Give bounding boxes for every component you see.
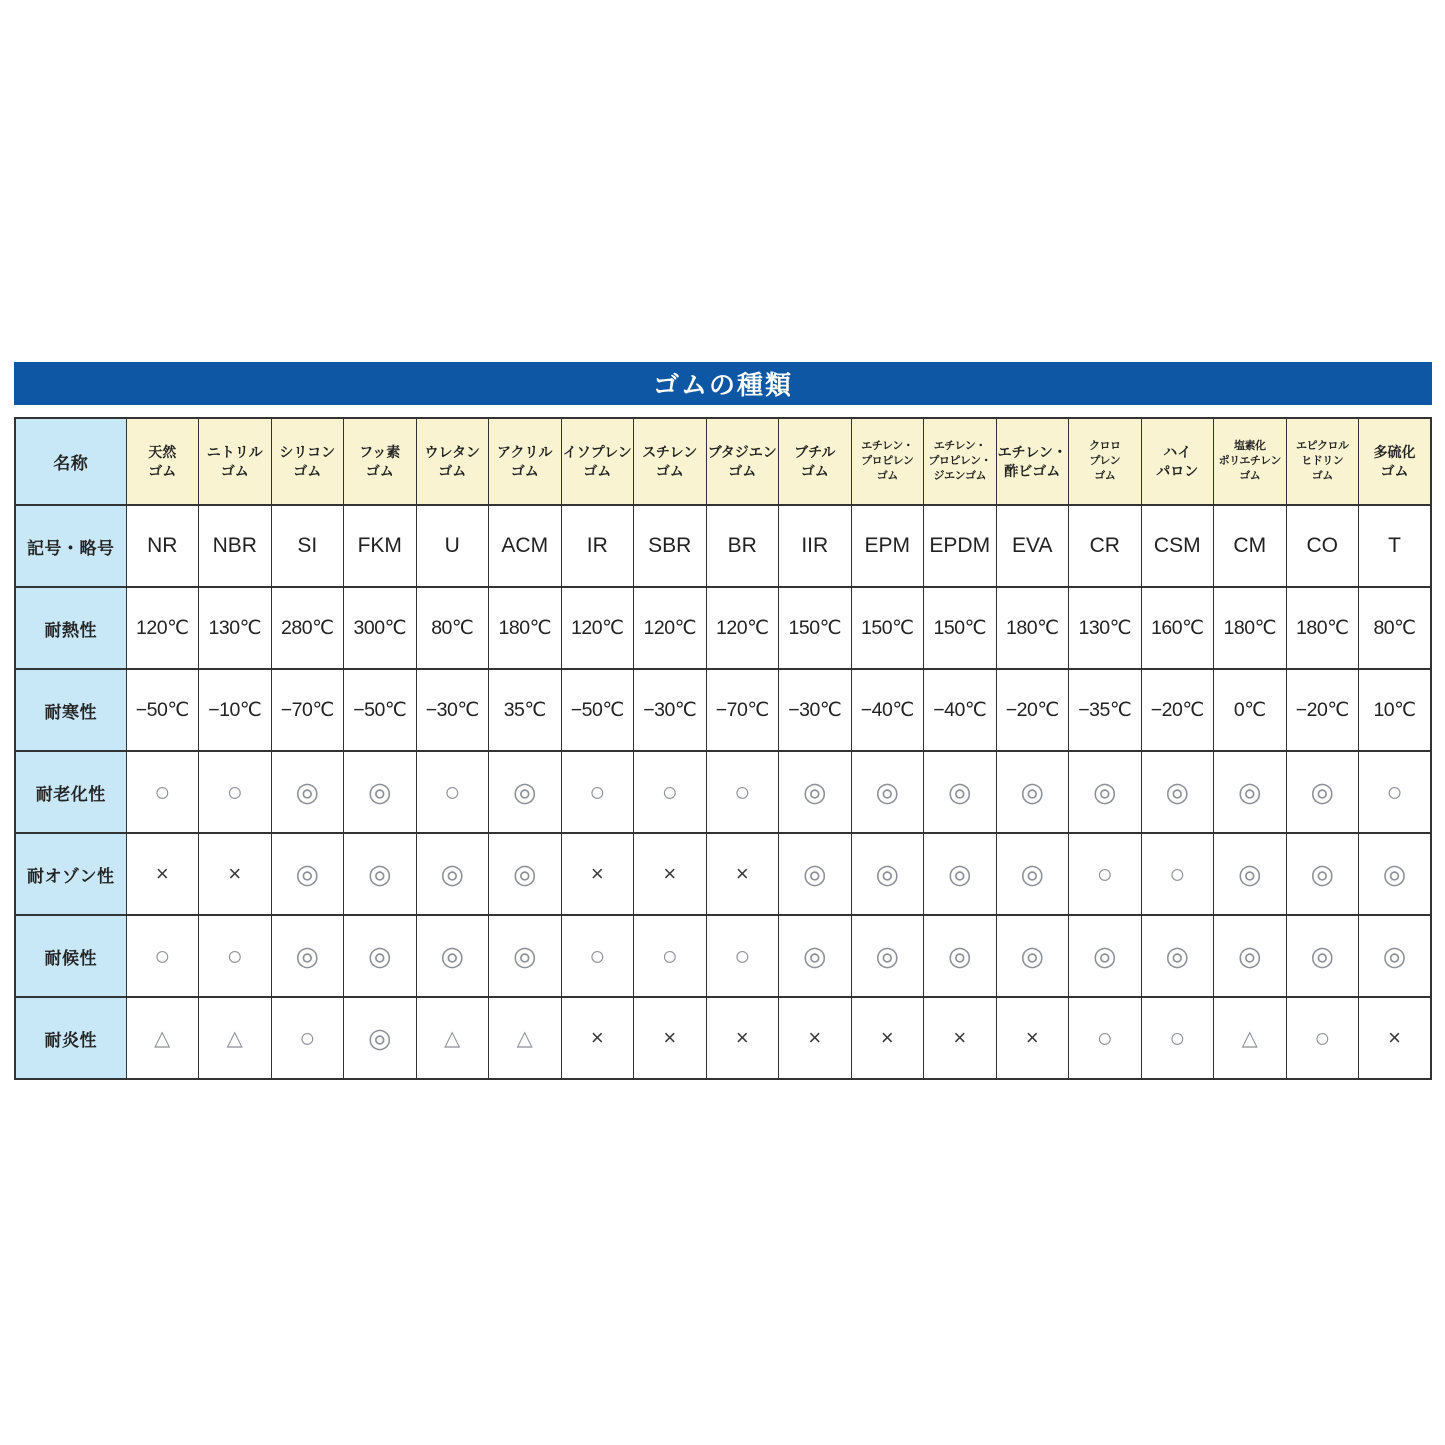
cell-cold-CM: 0℃ (1214, 669, 1287, 751)
column-header-CM (1214, 418, 1287, 505)
cell-flame-NR: △ (126, 997, 199, 1079)
cell-cold-CO: −20℃ (1286, 669, 1359, 751)
cell-ozone-EPM: ◎ (851, 833, 924, 915)
table-row-heat (15, 587, 1431, 669)
cell-heat-EPDM: 150℃ (924, 587, 997, 669)
cell-weather-FKM: ◎ (344, 915, 417, 997)
cell-code-CSM: CSM (1141, 505, 1214, 587)
row-label-aging: 耐老化性 (15, 751, 126, 833)
column-header-EPDM (924, 418, 997, 505)
cell-ozone-NBR: × (199, 833, 272, 915)
table-row-cold (15, 669, 1431, 751)
column-header-line: パロン (1156, 462, 1199, 479)
table-row-ozone (15, 833, 1431, 915)
column-header-line: アクリル (496, 444, 553, 461)
cell-code-IIR: IIR (779, 505, 852, 587)
column-header-line: フッ素 (359, 444, 401, 461)
column-header-CR (1069, 418, 1142, 505)
cell-aging-CSM: ◎ (1141, 751, 1214, 833)
cell-flame-ACM: △ (489, 997, 562, 1079)
cell-ozone-T: ◎ (1359, 833, 1432, 915)
column-header-line: 塩素化 (1234, 440, 1266, 453)
cell-flame-IIR: × (779, 997, 852, 1079)
column-header-line: イソプレン (562, 444, 632, 461)
cell-weather-BR: ○ (706, 915, 779, 997)
cell-aging-IIR: ◎ (779, 751, 852, 833)
cell-heat-ACM: 180℃ (489, 587, 562, 669)
cell-flame-NBR: △ (199, 997, 272, 1079)
column-header-line: ヒドリン (1301, 455, 1344, 468)
cell-aging-SI: ◎ (271, 751, 344, 833)
column-header-line: クロロ (1089, 440, 1121, 453)
cell-weather-CSM: ◎ (1141, 915, 1214, 997)
cell-ozone-CO: ◎ (1286, 833, 1359, 915)
column-header-line: ゴム (1094, 469, 1116, 482)
cell-heat-NR: 120℃ (126, 587, 199, 669)
cell-cold-IIR: −30℃ (779, 669, 852, 751)
cell-code-NR: NR (126, 505, 199, 587)
cell-ozone-CR: ○ (1069, 833, 1142, 915)
column-header-EVA (996, 418, 1069, 505)
cell-flame-IR: × (561, 997, 634, 1079)
column-header-line: プロピレン (861, 455, 914, 468)
column-header-NBR (199, 418, 272, 505)
cell-weather-EPDM: ◎ (924, 915, 997, 997)
cell-code-IR: IR (561, 505, 634, 587)
cell-heat-CM: 180℃ (1214, 587, 1287, 669)
cell-ozone-IR: × (561, 833, 634, 915)
cell-cold-IR: −50℃ (561, 669, 634, 751)
cell-code-ACM: ACM (489, 505, 562, 587)
cell-aging-T: ○ (1359, 751, 1432, 833)
column-header-CSM (1141, 418, 1214, 505)
cell-cold-CSM: −20℃ (1141, 669, 1214, 751)
cell-code-CM: CM (1214, 505, 1287, 587)
column-header-line: ジエンゴム (933, 469, 986, 482)
cell-cold-BR: −70℃ (706, 669, 779, 751)
table-row-name (15, 418, 1431, 505)
cell-flame-CSM: ○ (1141, 997, 1214, 1079)
cell-ozone-CM: ◎ (1214, 833, 1287, 915)
rubber-types-table (14, 417, 1432, 1080)
cell-code-EPM: EPM (851, 505, 924, 587)
cell-ozone-FKM: ◎ (344, 833, 417, 915)
cell-code-EPDM: EPDM (924, 505, 997, 587)
cell-weather-CR: ◎ (1069, 915, 1142, 997)
cell-aging-NR: ○ (126, 751, 199, 833)
cell-code-T: T (1359, 505, 1432, 587)
cell-heat-U: 80℃ (416, 587, 489, 669)
cell-code-FKM: FKM (344, 505, 417, 587)
cell-heat-CSM: 160℃ (1141, 587, 1214, 669)
cell-heat-NBR: 130℃ (199, 587, 272, 669)
cell-heat-SI: 280℃ (271, 587, 344, 669)
cell-heat-T: 80℃ (1359, 587, 1432, 669)
cell-aging-CR: ◎ (1069, 751, 1142, 833)
column-header-ACM (489, 418, 562, 505)
cell-weather-U: ◎ (416, 915, 489, 997)
cell-aging-EVA: ◎ (996, 751, 1069, 833)
cell-cold-EVA: −20℃ (996, 669, 1069, 751)
column-header-line: 天然 (148, 444, 177, 461)
column-header-line: エチレン・ (933, 440, 986, 453)
column-header-IIR (779, 418, 852, 505)
column-header-SBR (634, 418, 707, 505)
rubber-types-document (14, 362, 1432, 1080)
cell-weather-SBR: ○ (634, 915, 707, 997)
column-header-line: ゴム (800, 462, 829, 479)
column-header-line: ゴム (655, 462, 684, 479)
cell-aging-ACM: ◎ (489, 751, 562, 833)
column-header-IR (561, 418, 634, 505)
cell-weather-IIR: ◎ (779, 915, 852, 997)
row-label-code: 記号・略号 (15, 505, 126, 587)
cell-heat-SBR: 120℃ (634, 587, 707, 669)
cell-weather-ACM: ◎ (489, 915, 562, 997)
column-header-line: ニトリル (206, 444, 263, 461)
cell-flame-BR: × (706, 997, 779, 1079)
cell-flame-EPM: × (851, 997, 924, 1079)
cell-aging-FKM: ◎ (344, 751, 417, 833)
cell-weather-EVA: ◎ (996, 915, 1069, 997)
column-header-line: ウレタン (424, 444, 480, 461)
column-header-line: ゴム (728, 462, 757, 479)
column-header-line: ポリエチレン (1218, 455, 1281, 468)
cell-cold-CR: −35℃ (1069, 669, 1142, 751)
cell-cold-ACM: 35℃ (489, 669, 562, 751)
column-header-line: 多硫化 (1373, 444, 1416, 461)
cell-flame-FKM: ◎ (344, 997, 417, 1079)
cell-weather-NBR: ○ (199, 915, 272, 997)
cell-ozone-BR: × (706, 833, 779, 915)
cell-ozone-IIR: ◎ (779, 833, 852, 915)
cell-heat-CR: 130℃ (1069, 587, 1142, 669)
row-label-flame: 耐炎性 (15, 997, 126, 1079)
cell-ozone-CSM: ○ (1141, 833, 1214, 915)
cell-code-BR: BR (706, 505, 779, 587)
cell-flame-CO: ○ (1286, 997, 1359, 1079)
column-header-U (416, 418, 489, 505)
cell-aging-CM: ◎ (1214, 751, 1287, 833)
cell-aging-EPDM: ◎ (924, 751, 997, 833)
column-header-line: ブチル (794, 444, 836, 461)
cell-cold-NR: −50℃ (126, 669, 199, 751)
cell-weather-EPM: ◎ (851, 915, 924, 997)
cell-aging-EPM: ◎ (851, 751, 924, 833)
cell-aging-IR: ○ (561, 751, 634, 833)
cell-code-NBR: NBR (199, 505, 272, 587)
table-title: ゴムの種類 (652, 370, 793, 400)
cell-ozone-SI: ◎ (271, 833, 344, 915)
column-header-line: ゴム (510, 462, 539, 479)
column-header-SI (271, 418, 344, 505)
cell-aging-NBR: ○ (199, 751, 272, 833)
cell-cold-EPM: −40℃ (851, 669, 924, 751)
column-header-line: ブタジエン (707, 444, 777, 461)
column-header-EPM (851, 418, 924, 505)
cell-flame-U: △ (416, 997, 489, 1079)
cell-ozone-EVA: ◎ (996, 833, 1069, 915)
cell-flame-T: × (1359, 997, 1432, 1079)
cell-ozone-NR: × (126, 833, 199, 915)
cell-flame-CM: △ (1214, 997, 1287, 1079)
cell-code-SI: SI (271, 505, 344, 587)
cell-heat-IIR: 150℃ (779, 587, 852, 669)
column-header-line: ゴム (876, 469, 898, 482)
cell-ozone-EPDM: ◎ (924, 833, 997, 915)
column-header-line: プレン (1089, 455, 1121, 468)
row-label-ozone: 耐オゾン性 (15, 833, 126, 915)
cell-code-CR: CR (1069, 505, 1142, 587)
row-label-cold: 耐寒性 (15, 669, 126, 751)
column-header-T (1359, 418, 1432, 505)
column-header-line: ゴム (1311, 469, 1333, 482)
cell-cold-FKM: −50℃ (344, 669, 417, 751)
cell-weather-SI: ◎ (271, 915, 344, 997)
row-label-weather: 耐候性 (15, 915, 126, 997)
cell-weather-CO: ◎ (1286, 915, 1359, 997)
column-header-line: ゴム (293, 462, 322, 479)
cell-heat-CO: 180℃ (1286, 587, 1359, 669)
column-header-BR (706, 418, 779, 505)
column-header-NR (126, 418, 199, 505)
column-header-line: シリコン (279, 444, 336, 461)
cell-code-CO: CO (1286, 505, 1359, 587)
column-header-line: ゴム (148, 462, 177, 479)
table-title-bar (14, 362, 1432, 405)
cell-ozone-U: ◎ (416, 833, 489, 915)
cell-cold-T: 10℃ (1359, 669, 1432, 751)
cell-flame-EVA: × (996, 997, 1069, 1079)
column-header-line: ゴム (1239, 469, 1261, 482)
row-label-heat: 耐熱性 (15, 587, 126, 669)
table-row-code (15, 505, 1431, 587)
cell-flame-EPDM: × (924, 997, 997, 1079)
cell-cold-SI: −70℃ (271, 669, 344, 751)
cell-code-EVA: EVA (996, 505, 1069, 587)
cell-weather-IR: ○ (561, 915, 634, 997)
column-header-line: ゴム (365, 462, 394, 479)
column-header-line: ゴム (220, 462, 249, 479)
cell-flame-SBR: × (634, 997, 707, 1079)
column-header-FKM (344, 418, 417, 505)
cell-cold-EPDM: −40℃ (924, 669, 997, 751)
cell-ozone-SBR: × (634, 833, 707, 915)
cell-code-U: U (416, 505, 489, 587)
cell-aging-U: ○ (416, 751, 489, 833)
column-header-line: エチレン・ (997, 444, 1067, 461)
cell-cold-U: −30℃ (416, 669, 489, 751)
cell-heat-EPM: 150℃ (851, 587, 924, 669)
cell-heat-FKM: 300℃ (344, 587, 417, 669)
column-header-CO (1286, 418, 1359, 505)
table-row-flame (15, 997, 1431, 1079)
cell-aging-CO: ◎ (1286, 751, 1359, 833)
cell-heat-IR: 120℃ (561, 587, 634, 669)
column-header-line: エピクロル (1296, 440, 1349, 453)
cell-code-SBR: SBR (634, 505, 707, 587)
cell-aging-SBR: ○ (634, 751, 707, 833)
column-header-line: エチレン・ (861, 440, 914, 453)
column-header-line: スチレン (642, 444, 698, 461)
column-header-line: ゴム (583, 462, 612, 479)
column-header-line: 酢ビゴム (1004, 462, 1061, 479)
table-row-aging (15, 751, 1431, 833)
cell-heat-BR: 120℃ (706, 587, 779, 669)
column-header-line: ゴム (1380, 462, 1409, 479)
cell-weather-NR: ○ (126, 915, 199, 997)
cell-weather-T: ◎ (1359, 915, 1432, 997)
cell-cold-NBR: −10℃ (199, 669, 272, 751)
cell-heat-EVA: 180℃ (996, 587, 1069, 669)
table-row-weather (15, 915, 1431, 997)
column-header-line: プロピレン・ (928, 455, 992, 468)
cell-aging-BR: ○ (706, 751, 779, 833)
column-header-line: ハイ (1163, 444, 1192, 461)
cell-ozone-ACM: ◎ (489, 833, 562, 915)
cell-cold-SBR: −30℃ (634, 669, 707, 751)
cell-weather-CM: ◎ (1214, 915, 1287, 997)
cell-flame-SI: ○ (271, 997, 344, 1079)
column-header-line: ゴム (438, 462, 467, 479)
cell-flame-CR: ○ (1069, 997, 1142, 1079)
row-label-name: 名称 (15, 418, 126, 505)
